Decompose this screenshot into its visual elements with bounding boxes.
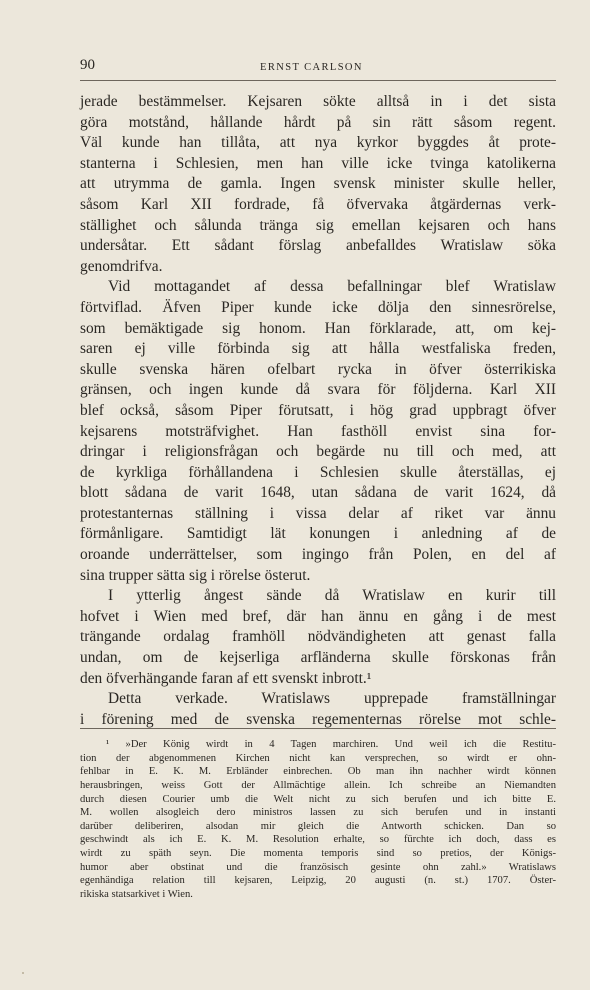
header-rule	[80, 80, 556, 81]
footnote-rule	[80, 728, 556, 729]
running-head: ERNST CARLSON	[260, 62, 363, 73]
body-line: saren ej ville förbinda sig att hålla westfaliska freden,	[80, 340, 556, 358]
body-line: undersåtar. Ett sådant förslag anbefalldes Wratislaw söka	[80, 237, 556, 255]
body-line: såsom Karl XII fordrade, få öfvervaka åtgärdernas verk-	[80, 195, 556, 213]
body-line: i förening med de svenska regementernas rörelse mot schle-	[80, 710, 556, 728]
body-line: kejsarens motsträfvighet. Han fasthöll envist sina for-	[80, 422, 556, 440]
footnote-line: tion der abgenommenen Kirchen nicht kan versprechen, so wirdt er ohn-	[80, 752, 556, 764]
body-line: oroande underrättelser, som ingingo från Polen, en del af	[80, 546, 556, 564]
page-header	[80, 56, 556, 80]
body-text	[80, 92, 556, 730]
body-line: Detta verkade. Wratislaws upprepade framställningar	[108, 690, 556, 708]
footnote-line: egenhändiga relation till kejsaren, Leipzig, 20 augusti (n. st.) 1707. Öster-	[80, 875, 556, 887]
body-line: dringar i religionsfrågan och begärde nu till och med, att	[80, 443, 556, 461]
footnote-line: wirdt zu späth seyn. Die momenta temporis sind so pretios, der Königs-	[80, 848, 556, 860]
footnote-line: darüber deliberiren, alsodan mir gleich die Antworth schicken. Dan so	[80, 820, 556, 832]
footnote-line: herausbringen, weiss Gott der Allmächtige allein. Ich schreibe an Niemandten	[80, 779, 556, 791]
body-line: trängande ordalag framhöll nödvändigheten att genast falla	[80, 628, 556, 646]
body-line: skulle svenska hären ofelbart rycka in öfver österrikiska	[80, 360, 556, 378]
footnote-line: geschwindt als ich E. K. M. Resolution erhalte, so fürchte ich doch, dass es	[80, 834, 556, 846]
body-line: som bemäktigade sig honom. Han förklarade, att, om kej-	[80, 319, 556, 337]
body-line: att utrymma de gamla. Ingen svensk minister skulle heller,	[80, 175, 556, 193]
footnote-line: fehlbar in E. K. M. Erbländer einbrechen. Ob man ihn nachher wirdt können	[80, 766, 556, 778]
body-line: blef också, såsom Piper förutsatt, i hög grad uppbragt öfver	[80, 401, 556, 419]
body-line: hofvet i Wien med bref, där han ännu en gång i de mest	[80, 607, 556, 625]
body-line: ställighet och sålunda tränga sig emellan kejsaren och hans	[80, 216, 556, 234]
body-line: göra motstånd, hållande hårdt på sin rätt såsom regent.	[80, 113, 556, 131]
body-line: I ytterlig ångest sände då Wratislaw en kurir till	[108, 587, 556, 605]
body-line: stanterna i Schlesien, men han ville icke tvinga katolikerna	[80, 154, 556, 172]
footnote-line: ¹ »Der König wirdt in 4 Tagen marchiren. Und weil ich die Restitu-	[106, 739, 556, 750]
body-line: den öfverhängande faran af ett svenskt inbrott.¹	[80, 669, 372, 687]
body-line: de kyrkliga förhållandena i Schlesien skulle återställas, ej	[80, 463, 556, 481]
body-line: sina trupper sätta sig i rörelse österut.	[80, 566, 311, 584]
body-line: Väl kunde han tillåta, att nya kyrkor byggdes åt prote-	[80, 134, 556, 152]
footnote-line: rikiska statsarkivet i Wien.	[80, 889, 193, 901]
footnote-line: M. wollen alsogleich dero ministros lassen zu sich berufen und in instanti	[80, 807, 556, 819]
body-line: förmånligare. Samtidigt lät konungen i anledning af de	[80, 525, 556, 543]
body-line: genomdrifva.	[80, 257, 163, 275]
footnote-line: durch diesen Courier umb die Welt nicht zu sich berufen und ich bitte E.	[80, 793, 556, 805]
body-line: protestanternas ställning i vissa delar af riket var ännu	[80, 504, 556, 522]
body-line: jerade bestämmelser. Kejsaren sökte alltså in i det sista	[80, 93, 556, 110]
body-line: undan, om de kejserliga arfländerna skulle förskonas från	[80, 649, 556, 667]
page-number: 90	[80, 57, 95, 73]
body-line: förtviflad. Äfven Piper kunde icke dölja den sinnesrörelse,	[80, 298, 556, 316]
paper-spot	[22, 972, 24, 974]
footnote-block	[80, 738, 556, 902]
body-line: Vid mottagandet af dessa befallningar blef Wratislaw	[108, 278, 556, 296]
body-line: gränsen, och ingen kunde då svara för följderna. Karl XII	[80, 381, 556, 399]
footnote-line: humor aber obstinat und die französisch gesinte ohn zahl.» Wratislaws	[80, 861, 556, 873]
body-line: blott sådana de varit 1648, utan sådana de varit 1624, då	[80, 484, 556, 502]
